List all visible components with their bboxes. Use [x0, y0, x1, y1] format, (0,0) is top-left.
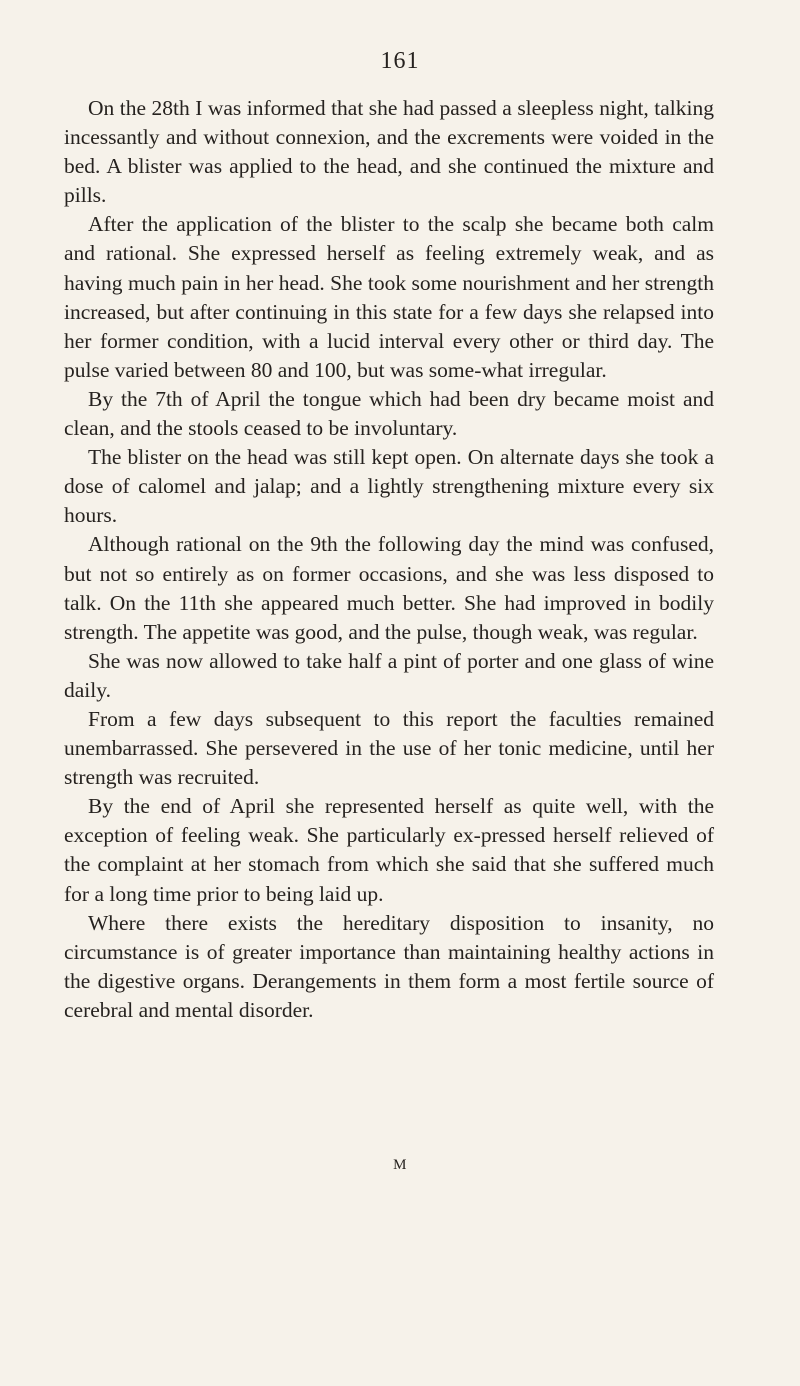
paragraph-4: The blister on the head was still kept open. On alternate days she took a dose of calomel and jalap; and a lightly strengthening mixture every six hours. [64, 445, 714, 528]
paragraph-9: Where there exists the hereditary disposition to insanity, no circumstance is of greater importance than maintaining healthy actions in the digestive organs. Derangements in them form a most fertile source of cerebral and mental disorder. [64, 910, 714, 1022]
paragraph-2: After the application of the blister to the scalp she became both calm and rational. She expressed herself as feeling extremely weak, and as having much pain in her head. She took some nourishment and her strength increased, but after continuing in this state for a few days she relapsed into her former condition, with a lucid interval every other or third day. The pulse varied between 80 and 100, but was some-what irregular. [64, 212, 714, 382]
paragraph-3: By the 7th of April the tongue which had been dry became moist and clean, and the stools ceased to be involuntary. [64, 386, 714, 441]
signature-mark: M [393, 1157, 407, 1173]
paragraph-1: On the 28th I was informed that she had passed a sleepless night, talking incessantly and without connexion, and the excrements were voided in the bed. A blister was applied to the head, and she continued the mixture and pills. [64, 96, 714, 208]
page-number: 161 [380, 48, 420, 74]
body-text [64, 94, 714, 1025]
paragraph-7: From a few days subsequent to this report the faculties remained unembarrassed. She persevered in the use of her tonic medicine, until her strength was recruited. [64, 706, 714, 790]
paragraph-6: She was now allowed to take half a pint of porter and one glass of wine daily. [64, 648, 714, 702]
paragraph-5: Although rational on the 9th the following day the mind was confused, but not so entirely as on former occasions, and she was less disposed to talk. On the 11th she appeared much better. She had improved in bodily strength. The appetite was good, and the pulse, though weak, was regular. [64, 532, 714, 644]
paragraph-8: By the end of April she represented herself as quite well, with the exception of feeling weak. She particularly ex-pressed herself relieved of the complaint at her stomach from which she said that she suffered much for a long time prior to being laid up. [64, 794, 714, 906]
